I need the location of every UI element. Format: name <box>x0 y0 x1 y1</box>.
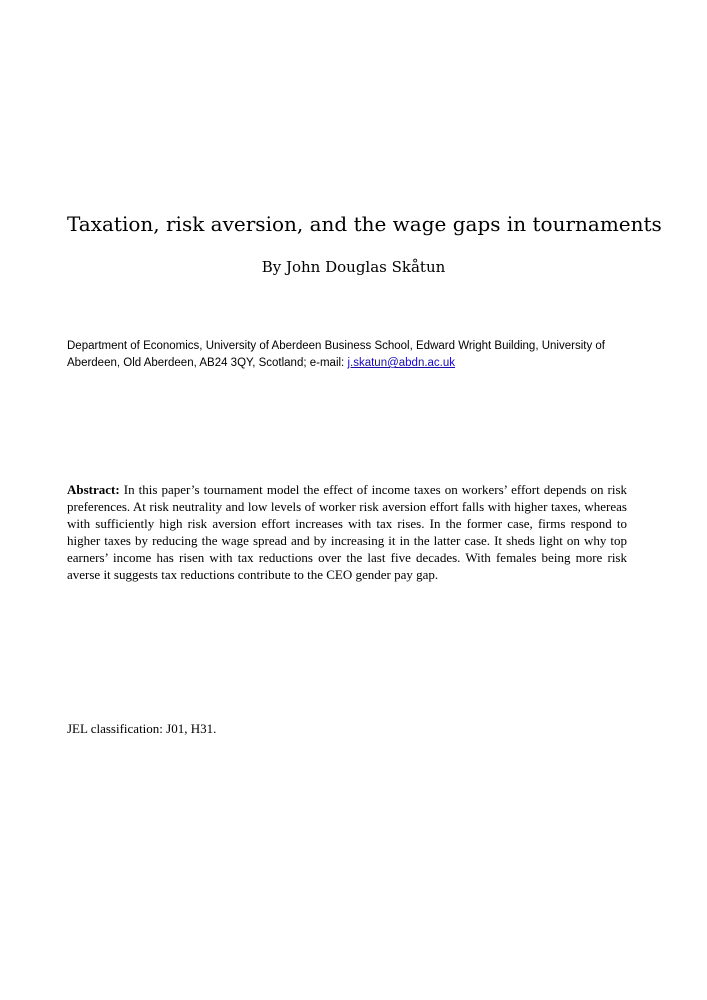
author-affiliation <box>67 338 627 372</box>
abstract-label: Abstract: <box>67 482 120 497</box>
abstract <box>67 481 627 583</box>
author-line: By John Douglas Skåtun <box>261 258 446 276</box>
jel-classification: JEL classification: J01, H31. <box>67 721 217 736</box>
abstract-text: In this paper’s tournament model the effect of income taxes on workers’ effort depends on risk preferences. At risk neutrality and low levels of worker risk aversion effort falls with higher taxes, whereas with sufficiently high risk aversion effort increases with tax rises. In the former case, firms respond to higher taxes by reducing the wage spread and by increasing it in the latter case. It sheds light on why top earners’ income has risen with tax reductions over the last five decades. With females being more risk averse it suggests tax reductions contribute to the CEO gender pay gap. <box>67 482 627 582</box>
email-link[interactable]: j.skatun@abdn.ac.uk <box>347 357 456 369</box>
paper-title: Taxation, risk aversion, and the wage gaps in tournaments <box>67 212 662 236</box>
affiliation-text: Department of Economics, University of Aberdeen Business School, Edward Wright Building, University of Aberdeen, Old Aberdeen, AB24 3QY, Scotland; e-mail: <box>67 340 605 369</box>
